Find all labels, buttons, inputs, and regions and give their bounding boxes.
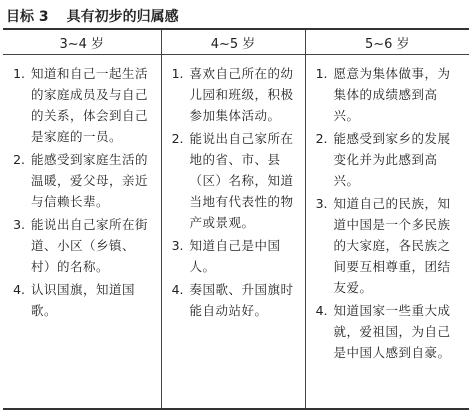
list-item bbox=[306, 300, 470, 363]
goal-number: 目标 3 bbox=[6, 9, 49, 25]
list-item bbox=[3, 63, 161, 147]
item-number: 1. bbox=[171, 66, 184, 81]
goals-table bbox=[3, 30, 469, 408]
list-item bbox=[162, 279, 305, 321]
table-header-row bbox=[3, 30, 469, 55]
item-number: 3. bbox=[13, 217, 25, 232]
item-number: 4. bbox=[13, 282, 25, 297]
item-text: 知道自己是中国人。 bbox=[189, 238, 281, 274]
list-item bbox=[3, 214, 161, 277]
item-number: 2. bbox=[171, 131, 184, 146]
header-age-5-6: 5~6 岁 bbox=[305, 30, 469, 55]
list-item bbox=[162, 128, 305, 233]
list-item bbox=[306, 128, 470, 191]
item-number: 2. bbox=[13, 152, 25, 167]
list-item bbox=[3, 279, 161, 321]
item-text: 愿意为集体做事，为集体的成绩感到高兴。 bbox=[333, 66, 451, 123]
cell-age-4-5 bbox=[161, 55, 305, 409]
item-number: 4. bbox=[171, 282, 184, 297]
list-item bbox=[306, 193, 470, 298]
item-number: 3. bbox=[171, 238, 184, 253]
item-text: 认识国旗，知道国歌。 bbox=[31, 282, 136, 318]
list-item bbox=[306, 63, 470, 126]
item-number: 4. bbox=[315, 303, 328, 318]
item-number: 1. bbox=[13, 66, 25, 81]
item-text: 能说出自己家所在地的省、市、县（区）名称，知道当地有代表性的物产或景观。 bbox=[189, 131, 294, 230]
item-text: 知道国家一些重大成就，爱祖国，为自己是中国人感到自豪。 bbox=[333, 303, 451, 360]
list-item bbox=[162, 235, 305, 277]
list-item bbox=[162, 63, 305, 126]
item-text: 奏国歌、升国旗时能自动站好。 bbox=[189, 282, 294, 318]
goal-text: 具有初步的归属感 bbox=[66, 9, 179, 25]
goals-table-frame bbox=[3, 28, 469, 410]
header-age-4-5: 4~5 岁 bbox=[161, 30, 305, 55]
cell-age-5-6 bbox=[305, 55, 469, 409]
cell-age-3-4 bbox=[3, 55, 161, 409]
item-number: 2. bbox=[315, 131, 328, 146]
item-text: 知道自己的民族，知道中国是一个多民族的大家庭，各民族之间要互相尊重，团结友爱。 bbox=[333, 196, 451, 295]
item-text: 能感受到家庭生活的温暖，爱父母，亲近与信赖长辈。 bbox=[31, 152, 149, 209]
item-text: 能感受到家乡的发展变化并为此感到高兴。 bbox=[333, 131, 451, 188]
header-age-3-4: 3~4 岁 bbox=[3, 30, 161, 55]
list-item bbox=[3, 149, 161, 212]
item-text: 能说出自己家所在街道、小区（乡镇、村）的名称。 bbox=[31, 217, 149, 274]
section-title bbox=[6, 6, 179, 26]
item-text: 喜欢自己所在的幼儿园和班级，积极参加集体活动。 bbox=[189, 66, 294, 123]
table-body-row bbox=[3, 55, 469, 409]
item-number: 1. bbox=[315, 66, 328, 81]
item-number: 3. bbox=[315, 196, 328, 211]
item-text: 知道和自己一起生活的家庭成员及与自己的关系，体会到自己是家庭的一员。 bbox=[31, 66, 149, 144]
